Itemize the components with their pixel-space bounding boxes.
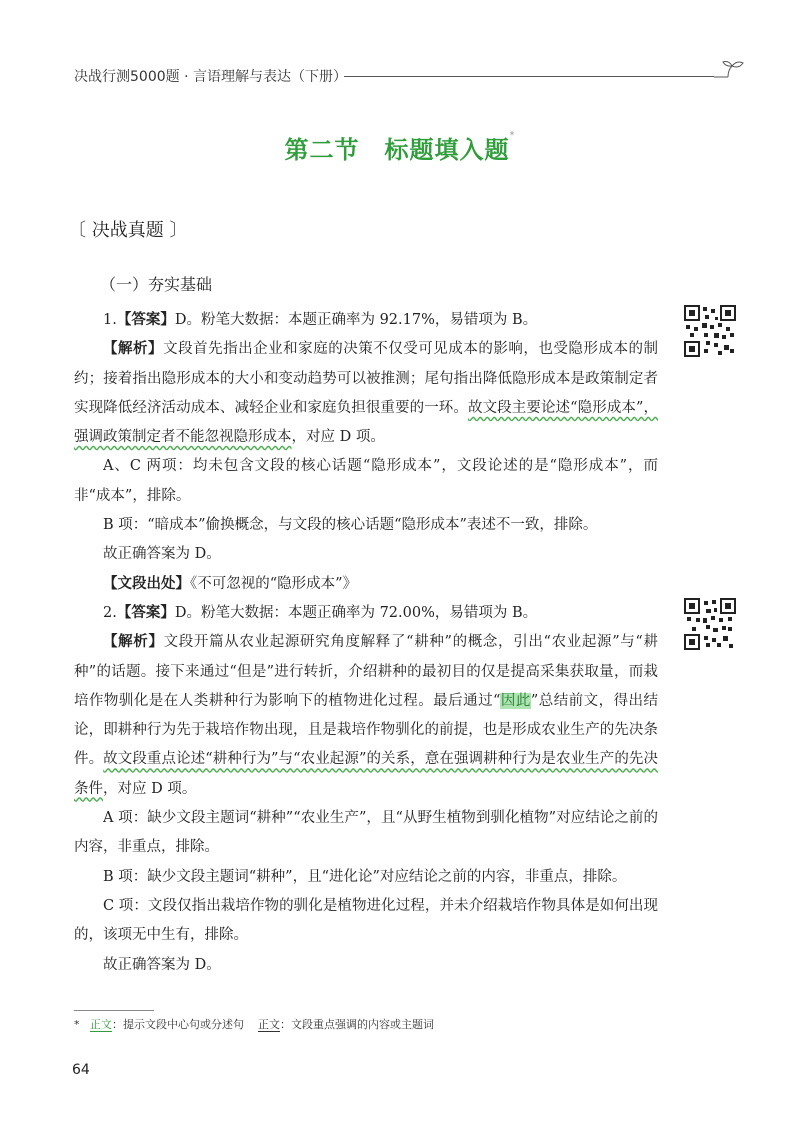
running-header — [74, 58, 744, 98]
q2-analysis: 【解析】文段开篇从农业起源研究角度解释了“耕种”的概念，引出“农业起源”与“耕种”的话题。接下来通过“但是”进行转折，介绍耕种的最初目的仅是提高采集获取量，而栽培作物驯化是在人类耕种行为影响下的植物进化过程。最后通过“因此”总结前文，得出结论，即耕种行为先于栽培作物出现，且是栽培作物驯化的前提，也是形成农业生产的先决条件。故文段重点论述“耕种行为”与“农业起源”的关系，意在强调耕种行为是农业生产的先决条件，对应 D 项。 — [74, 634, 659, 797]
footnote-mark: * — [509, 130, 516, 141]
qr-code-icon[interactable] — [684, 598, 736, 650]
sprout-icon — [710, 58, 746, 86]
q2-answer-line: 2.【答案】D。粉笔大数据：本题正确率为 72.00%，易错项为 B。 — [103, 604, 538, 621]
subsection-heading: （一）夯实基础 — [100, 275, 213, 294]
section-title — [0, 130, 800, 165]
book-title: 决战行测5000题 · 言语理解与表达（下册） — [74, 69, 347, 85]
footnote: * 正文：提示文段中心句或分述句 正文：文段重点强调的内容或主题词 — [74, 1018, 434, 1031]
q1-option-b: B 项：“暗成本”偷换概念，与文段的核心话题“隐形成本”表述不一致，排除。 — [103, 517, 598, 534]
footnote-rule — [74, 1010, 154, 1011]
highlighted-keyword: 因此 — [500, 692, 531, 709]
key-point-underline: 故文段重点论述“耕种行为”与“农业起源”的关系，意在强调耕种行为是农业生产的先决条件 — [74, 751, 659, 797]
q1-option-ac: A、C 两项：均未包含文段的核心话题“隐形成本”，文段论述的是“隐形成本”，而非“成本”，排除。 — [74, 458, 658, 504]
footnote-green-label: 正文 — [90, 1018, 112, 1031]
answer-tag: 【答案】 — [116, 604, 175, 621]
analysis-tag: 【解析】 — [103, 634, 164, 651]
answer-tag: 【答案】 — [116, 312, 175, 328]
q1-source: 【文段出处】《不可忽视的“隐形成本”》 — [103, 575, 358, 592]
q2-option-b: B 项：缺少文段主题词“耕种”，且“进化论”对应结论之前的内容，非重点，排除。 — [103, 868, 627, 885]
footnote-dark-label: 正文 — [258, 1018, 280, 1031]
qr-code-icon[interactable] — [684, 305, 736, 357]
q2-option-c: C 项：文段仅指出栽培作物的驯化是植物进化过程，并未介绍栽培作物具体是如何出现的，该项无中生有，排除。 — [74, 897, 658, 944]
page-number: 64 — [72, 1062, 90, 1078]
section-title-text: 第二节 标题填入题 — [284, 136, 510, 164]
analysis-tag: 【解析】 — [103, 341, 164, 358]
key-point-underline: 故文段主要论述“隐形成本”，强调政策制定者不能忽视隐形成本 — [74, 399, 659, 446]
q1-answer-line: 1.【答案】D。粉笔大数据：本题正确率为 92.17%，易错项为 B。 — [103, 312, 538, 328]
real-exam-heading: 〔 决战真题 〕 — [68, 220, 188, 241]
q1-analysis: 【解析】文段首先指出企业和家庭的决策不仅受可见成本的影响，也受隐形成本的制约；接着指出隐形成本的大小和变动趋势可以被推测；尾句指出降低隐形成本是政策制定者实现降低经济活动成本、减轻企业和家庭负担很重要的一环。故文段主要论述“隐形成本”，强调政策制定者不能忽视隐形成本，对应 D 项。 — [74, 341, 659, 446]
q2-option-a: A 项：缺少文段主题词“耕种”“农业生产”，且“从野生植物到驯化植物”对应结论之前的内容，非重点，排除。 — [74, 810, 658, 856]
answer-body — [74, 306, 658, 980]
header-rule — [344, 76, 714, 77]
source-tag: 【文段出处】 — [103, 575, 190, 592]
q2-conclusion: 故正确答案为 D。 — [103, 956, 221, 973]
q1-conclusion: 故正确答案为 D。 — [103, 546, 221, 563]
